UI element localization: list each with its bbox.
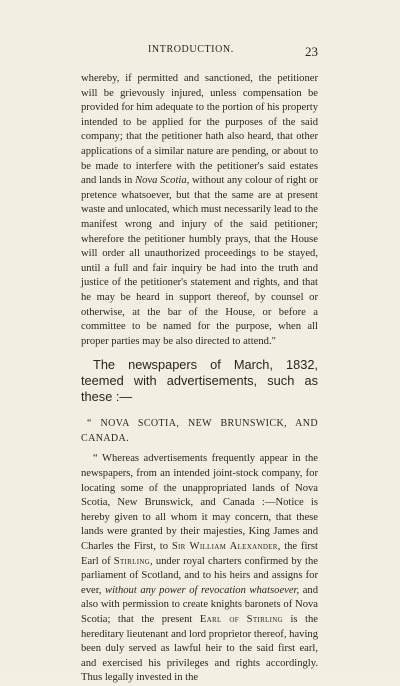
paragraph-petition xyxy=(81,72,318,349)
running-title: INTRODUCTION. xyxy=(148,44,234,55)
text-run: is the hereditary lieutenant and lord proprietor thereof, having been duly served as lawful heir to the said first earl, and exercised his privileges and rights accordingly. Thus legally invested in the xyxy=(81,614,319,684)
text-run: and also with permission to create knights baronets of Nova Scotia; that the present xyxy=(81,584,318,625)
running-header xyxy=(78,44,318,60)
text-run: whereby, if permitted and sanctioned, the petitioner will be grievously injured, unless compensation be provided for him adequate to the portion of his property intended to be applied for the purposes of the said company; that the petitioner hath also heard, that other applications of a similar nature are pending, or about to be made to interfere with the petitioner's said estates and lands in xyxy=(81,73,318,187)
text-run: , the first Earl of xyxy=(81,541,318,567)
body-text xyxy=(81,72,318,686)
paragraph-advert xyxy=(81,452,318,686)
small-caps-run: Stirling xyxy=(113,555,151,567)
small-caps-run: Earl of Stirling xyxy=(199,614,283,625)
page-number: 23 xyxy=(305,44,318,59)
italic-run: without any power of revocation whatsoever, xyxy=(105,584,300,596)
small-caps-run: Sir William Alexander xyxy=(171,541,278,553)
italic-run: Nova Scotia, xyxy=(135,175,190,187)
text-run: “ Whereas advertisements frequently appear in the newspapers, from an intended joint-stock company, for locating some of the unappropriated lands of Nova Scotia, New Brunswick, and Canada :—Notice is hereby given to all whom it may concern, that these lands were granted by their majesties, King James and Charles the First, to xyxy=(81,453,318,553)
text-run: , under royal charters confirmed by the parliament of Scotland, and to his heirs and assigns for ever, xyxy=(81,555,318,596)
paragraph-newspapers: The newspapers of March, 1832, teemed with advertisements, such as these :— xyxy=(81,357,318,405)
advert-heading: “ NOVA SCOTIA, NEW BRUNSWICK, AND CANADA. xyxy=(81,418,318,444)
text-run: without any colour of right or pretence whatsoever, but that the same are at present waste and unlocated, which must necessarily lead to the manifest wrong and injury of the said petitioner; wherefore the petitioner humbly prays, that the House will order all unauthorized proceedings to be stayed, until a full and fair inquiry be had into the truth and justice of the petitioner's statement and rights, and that he may be heard in support thereof, by counsel or otherwise, at the bar of the House, or before a committee to be named for the purpose, when all proper parties may be also directed to attend." xyxy=(81,175,319,347)
